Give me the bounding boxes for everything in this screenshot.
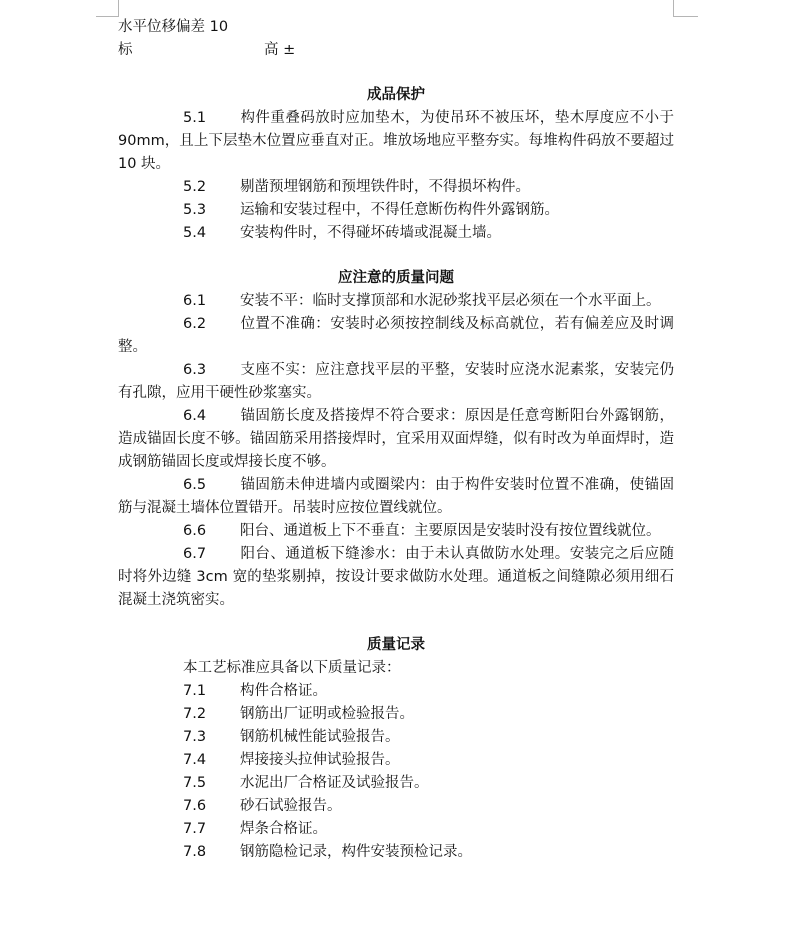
item-text: 钢筋隐检记录，构件安装预检记录。 [240,844,472,860]
item-number: 7.5 [183,775,207,791]
list-item [118,726,674,749]
item-text: 安装不平：临时支撑顶部和水泥砂浆找平层必须在一个水平面上。 [240,293,661,309]
item-number: 5.4 [183,225,207,241]
list-item [118,795,674,818]
item-number: 7.4 [183,752,207,768]
item-number: 6.3 [183,362,207,378]
item-number: 7.1 [183,683,207,699]
item-number: 6.4 [183,408,207,424]
section-title-quality-issues: 应注意的质量问题 [338,270,454,286]
fragment-line-2 [118,39,674,62]
list-item [118,520,674,543]
item-text: 阳台、通道板上下不垂直：主要原因是安装时没有按位置线就位。 [240,523,661,539]
list-item [118,749,674,772]
item-number: 7.7 [183,821,207,837]
item-number: 6.7 [183,546,207,562]
item-text: 水泥出厂合格证及试验报告。 [240,775,429,791]
item-number: 5.1 [183,110,207,126]
item-number: 6.5 [183,477,207,493]
fragment-label-mid: 高 ± [264,42,296,58]
item-text: 阳台、通道板下缝渗水：由于未认真做防水处理。安装完之后应随时将外边缝 3cm 宽的垫浆剔掉，按设计要求做防水处理。通道板之间缝隙必须用细石混凝土浇筑密实。 [118,546,674,608]
fragment-label-left: 标 [118,42,133,58]
item-text: 构件合格证。 [240,683,327,699]
item-text: 锚固筋长度及搭接焊不符合要求：原因是任意弯断阳台外露钢筋，造成锚固长度不够。锚固筋采用搭接焊时，宜采用双面焊缝，似有时改为单面焊时，造成钢筋锚固长度或焊接长度不够。 [118,408,674,470]
item-number: 5.3 [183,202,207,218]
item-text: 支座不实：应注意找平层的平整，安装时应浇水泥素浆，安装完仍有孔隙，应用干硬性砂浆塞实。 [118,362,674,401]
records-intro: 本工艺标准应具备以下质量记录： [183,660,401,676]
item-text: 砂石试验报告。 [240,798,342,814]
list-item [118,405,674,474]
item-text: 钢筋出厂证明或检验报告。 [240,706,414,722]
list-item [118,359,674,405]
list-item [118,703,674,726]
item-text: 构件重叠码放时应加垫木，为使吊环不被压坏，垫木厚度应不小于 90mm，且上下层垫木位置应垂直对正。堆放场地应平整夯实。每堆构件码放不要超过 10 块。 [118,110,674,172]
list-item [118,176,674,199]
item-text: 安装构件时，不得碰坏砖墙或混凝土墙。 [240,225,501,241]
item-number: 6.1 [183,293,207,309]
item-number: 6.2 [183,316,207,332]
item-number: 7.6 [183,798,207,814]
page-corner-mark-right [673,0,698,17]
section-title-product-protection: 成品保护 [367,87,425,103]
item-number: 5.2 [183,179,207,195]
list-item [118,474,674,520]
item-text: 焊接接头拉伸试验报告。 [240,752,400,768]
item-number: 7.2 [183,706,207,722]
item-text: 运输和安装过程中，不得任意断伤构件外露钢筋。 [240,202,559,218]
page-corner-mark-left [96,0,119,17]
list-item [118,107,674,176]
document-page [118,16,674,864]
item-number: 7.8 [183,844,207,860]
item-number: 7.3 [183,729,207,745]
list-item [118,313,674,359]
item-text: 焊条合格证。 [240,821,327,837]
list-item [118,290,674,313]
item-number: 6.6 [183,523,207,539]
list-item [118,841,674,864]
list-item [118,818,674,841]
list-item [118,543,674,612]
item-text: 锚固筋未伸进墙内或圈梁内：由于构件安装时位置不准确，使锚固筋与混凝土墙体位置错开。吊装时应按位置线就位。 [118,477,674,516]
list-item [118,199,674,222]
section-title-quality-records: 质量记录 [367,637,425,653]
item-text: 剔凿预埋钢筋和预埋铁件时，不得损坏构件。 [240,179,530,195]
item-text: 位置不准确：安装时必须按控制线及标高就位，若有偏差应及时调整。 [118,316,674,355]
list-item [118,772,674,795]
list-item [118,680,674,703]
list-item [118,222,674,245]
fragment-line-1: 水平位移偏差 10 [118,19,229,35]
item-text: 钢筋机械性能试验报告。 [240,729,400,745]
